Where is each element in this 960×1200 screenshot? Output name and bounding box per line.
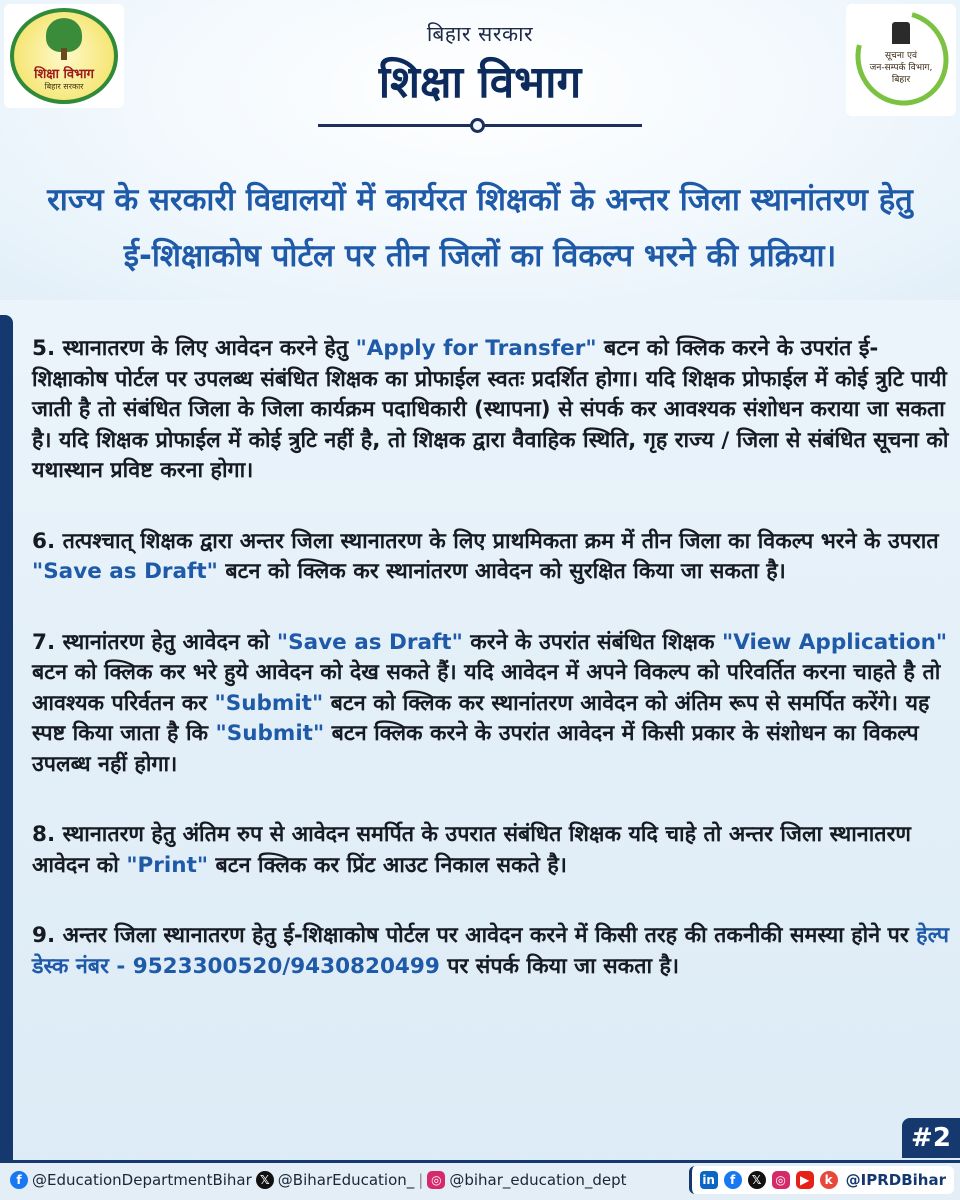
point-7-text: 7. स्थानांतरण हेतु आवेदन को [32, 629, 277, 655]
logo-left-line1: शिक्षा विभाग [34, 67, 94, 82]
point-7 [32, 628, 950, 781]
x-icon[interactable]: 𝕏 [748, 1171, 766, 1189]
handle-separator: | [418, 1171, 424, 1189]
submit-label: "Submit" [214, 690, 324, 716]
x-handle[interactable] [256, 1171, 415, 1189]
facebook-icon[interactable]: f [724, 1171, 742, 1189]
point-9-text-rest: पर संपर्क किया जा सकता है। [439, 953, 680, 979]
point-5-text: 5. स्थानातरण के लिए आवेदन करने हेतु [32, 336, 356, 361]
footer-accent-line [0, 1160, 960, 1163]
divider-dot-icon [470, 118, 485, 133]
apply-for-transfer-label: "Apply for Transfer" [355, 336, 597, 361]
point-7-text-mid1: करने के उपरांत संबंधित शिक्षक [462, 629, 723, 655]
x-handle-text: @BiharEducation_ [277, 1171, 415, 1189]
logo-right-line3: बिहार [891, 75, 911, 85]
point-8-text-rest: बटन क्लिक कर प्रिंट आउट निकाल सकते है। [208, 852, 567, 878]
point-6-text: 6. तत्पश्चात् शिक्षक द्वारा अन्तर जिला स्थानातरण के लिए प्राथमिकता क्रम में तीन जिला का विकल्प भरने के उपरात [32, 528, 939, 554]
facebook-icon: f [10, 1171, 28, 1189]
instagram-handle-text: @bihar_education_dept [449, 1171, 627, 1189]
title-divider [318, 124, 642, 127]
helpdesk-number: हेल्प डेस्क नंबर - 9523300520/9430820499 [32, 923, 950, 979]
instagram-handle[interactable] [427, 1171, 626, 1189]
x-icon: 𝕏 [256, 1171, 274, 1189]
government-name: बिहार सरकार [426, 22, 534, 46]
education-handles [0, 1171, 627, 1189]
instagram-icon: ◎ [427, 1171, 445, 1189]
point-5-text-rest: बटन को क्लिक करने के उपरांत ई-शिक्षाकोष पोर्टल पर उपलब्ध संबंधित शिक्षक का प्रोफाईल स्वतः प्रदर्शित होगा। यदि शिक्षक प्रोफाईल में कोई त्रुटि पायी जाती है तो संबंधित जिला के जिला कार्यक्रम पदाधिकारी (स्थापना) से संपर्क कर आवश्यक संशोधन कराया जा सकता है। यदि शिक्षक प्रोफाईल में कोई त्रुटि नहीं है, तो शिक्षक द्वारा वैवाहिक स्थिति, गृह राज्य / जिला से संबंधित सूचना को यथास्थान प्रविष्ट करना होगा। [32, 336, 949, 483]
page-headline [20, 172, 940, 284]
instruction-list [32, 334, 950, 1022]
view-application-label: "View Application" [722, 629, 948, 655]
point-7-text-mid3: बटन को क्लिक कर स्थानांतरण आवेदन को अंतिम रूप से समर्पित करेंगे। यह स्पष्ट किया जाता है कि [32, 690, 930, 746]
logo-right-line2: जन-सम्पर्क विभाग, [869, 63, 933, 73]
point-8-text: 8. स्थानातरण हेतु अंतिम रुप से आवेदन समर्पित के उपरात संबंधित शिक्षक यदि चाहे तो अन्तर जिला स्थानातरण आवेदन को [32, 822, 911, 878]
facebook-handle-text: @EducationDepartmentBihar [32, 1171, 252, 1189]
facebook-handle[interactable] [10, 1171, 252, 1189]
point-6-text-rest: बटन को क्लिक कर स्थानांतरण आवेदन को सुरक्षित किया जा सकता है। [217, 559, 786, 584]
submit-label: "Submit" [215, 721, 325, 746]
point-7-text-rest: बटन क्लिक करने के उपरांत आवेदन में किसी प्रकार के संशोधन का विकल्प उपलब्ध नहीं होगा। [32, 721, 919, 777]
point-8 [32, 820, 950, 881]
iprd-handle-text[interactable]: @IPRDBihar [845, 1171, 946, 1189]
logo-right-line1: सूचना एवं [885, 51, 917, 61]
page-number-badge: #2 [902, 1118, 960, 1158]
headline-line-2: ई-शिक्षाकोष पोर्टल पर तीन जिलों का विकल्प भरने की प्रक्रिया। [123, 238, 837, 274]
point-9-text: 9. अन्तर जिला स्थानातरण हेतु ई-शिक्षाकोष पोर्टल पर आवेदन करने में किसी तरह की तकनीकी समस्या होने पर [32, 923, 917, 948]
save-as-draft-label: "Save as Draft" [32, 559, 218, 584]
save-as-draft-label: "Save as Draft" [276, 629, 463, 655]
point-5 [32, 334, 950, 487]
headline-line-1: राज्य के सरकारी विद्यालयों में कार्यरत शिक्षकों के अन्तर जिला स्थानांतरण हेतु [47, 182, 913, 218]
iprd-handles [689, 1166, 954, 1194]
koo-icon[interactable]: k [820, 1171, 838, 1189]
youtube-icon[interactable]: ▶ [796, 1171, 814, 1189]
print-label: "Print" [126, 852, 209, 878]
point-7-text-mid2: बटन को क्लिक कर भरे हुये आवेदन को देख सकते हैं। यदि आवेदन में अपने विकल्प को परिवर्तित करना चाहते है तो आवश्यक परिर्वतन कर [32, 660, 941, 716]
left-accent-bar [0, 315, 13, 1160]
point-6 [32, 527, 950, 588]
logo-left-line2: बिहार सरकार [44, 82, 84, 91]
department-title: शिक्षा विभाग [378, 57, 582, 108]
instagram-icon[interactable]: ◎ [772, 1171, 790, 1189]
point-9 [32, 921, 950, 982]
linkedin-icon[interactable]: in [700, 1171, 718, 1189]
social-footer [0, 1160, 960, 1200]
